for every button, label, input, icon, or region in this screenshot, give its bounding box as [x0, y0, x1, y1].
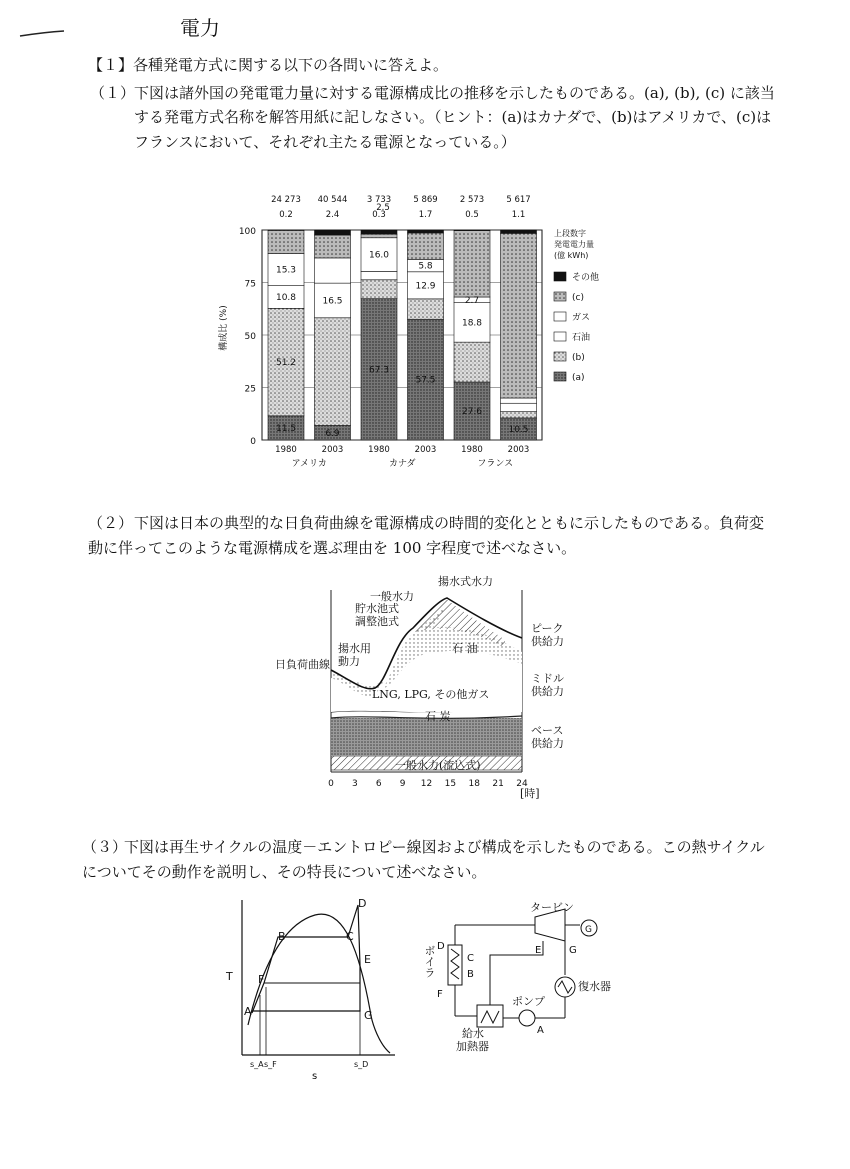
legend-label: ガス: [572, 313, 591, 323]
x-tick-label: 24: [516, 779, 528, 789]
bar-segment: [454, 230, 490, 231]
bar-segment: [501, 398, 537, 403]
legend-label: (b): [572, 353, 585, 363]
bar-total-label: 5 617: [506, 195, 531, 205]
legend-label: 石油: [572, 333, 591, 343]
ts-s-a: s_A: [250, 1060, 264, 1069]
label-reservoir: 貯水池式: [355, 602, 399, 615]
q1-line2: する発電方式名称を解答用紙に記しなさい。（ヒント：(a)はカナダで、(b)はアメリカで、(c)は: [134, 108, 772, 126]
value-label: 27.6: [461, 407, 483, 418]
x-tick-label: 21: [492, 779, 504, 789]
legend-label: (c): [572, 293, 584, 303]
bar-top-label: 0.2: [279, 210, 293, 220]
x-tick-label: 1980: [461, 445, 483, 455]
node-b: B: [467, 969, 474, 980]
value-label: 18.8: [461, 318, 483, 329]
x-tick-label: 9: [399, 779, 406, 789]
bar-top-label: 1.7: [418, 210, 433, 220]
bar-segment: [501, 412, 537, 418]
y-tick-label: 50: [244, 332, 256, 342]
ts-point-b: B: [278, 930, 286, 943]
bar-total-label: 24 273: [271, 195, 301, 205]
bar-segment: [501, 403, 537, 411]
heater-label: 給水: [462, 1027, 484, 1040]
q1-line1: 下図は諸外国の発電電力量に対する電源構成比の推移を示したものである。(a), (b), (c) に該当: [134, 84, 775, 102]
x-tick-label: 18: [468, 779, 480, 789]
bar-top-label: 0.3: [372, 210, 386, 220]
q1-line3: フランスにおいて、それぞれ主たる電源となっている。）: [134, 133, 516, 151]
label-middle-1: ミドル: [531, 672, 564, 685]
cycle-diagram: [415, 895, 615, 1045]
label-base-1: ベース: [531, 724, 564, 737]
bar-top-label: 2.4: [325, 210, 340, 220]
q3-line1: 下図は再生サイクルの温度－エントロピー線図および構成を示したものである。この熱サイクル: [124, 838, 765, 856]
x-tick-label: 2003: [321, 445, 344, 455]
label-base-2: 供給力: [531, 737, 564, 750]
value-label: 16.5: [322, 296, 343, 307]
x-tick-label: 6: [375, 779, 382, 789]
x-tick-label: 2003: [507, 445, 530, 455]
node-f: F: [437, 989, 443, 1000]
bar-total-label: 40 544: [317, 195, 348, 205]
value-label: 67.3: [368, 365, 390, 376]
legend-swatch: [554, 332, 566, 341]
value-label: 15.3: [275, 265, 297, 276]
label-peak-2: 供給力: [531, 635, 564, 648]
node-d: D: [437, 941, 445, 952]
boiler-label: ボイラ: [423, 945, 436, 978]
legend-swatch: [554, 352, 566, 361]
group-label: フランス: [477, 459, 514, 469]
bar-segment: [501, 230, 537, 233]
label-peak-1: ピーク: [531, 622, 564, 635]
y-axis-label: 構成比 (%): [219, 305, 229, 351]
condenser-label: 復水器: [578, 980, 611, 993]
ts-diagram: [220, 895, 400, 1085]
value-label: 12.9: [415, 281, 436, 292]
ts-point-g: G: [364, 1009, 373, 1022]
y-tick-label: 0: [250, 437, 256, 447]
legend-label: その他: [572, 273, 600, 283]
label-lng: LNG, LPG, その他ガス: [372, 688, 490, 701]
x-unit: [時]: [520, 787, 540, 800]
pump-label: ポンプ: [512, 995, 545, 1008]
label-run-of-river: 一般水力(流込式): [395, 759, 481, 772]
bar-segment: [454, 231, 490, 297]
bar-total-label: 2 573: [459, 195, 485, 205]
legend-swatch: [554, 272, 566, 281]
value-label: 16.0: [368, 250, 390, 261]
bar-segment: [361, 280, 397, 299]
x-tick-label: 0: [328, 779, 334, 789]
q2-number: （２）: [88, 514, 134, 532]
x-tick-label: 2003: [414, 445, 437, 455]
value-label: 2.7: [464, 295, 480, 306]
value-label: 11.5: [275, 423, 297, 434]
y-tick-label: 100: [238, 227, 256, 237]
ts-axis-s: s: [312, 1071, 318, 1082]
bar-top-label: 0.5: [465, 210, 479, 220]
legend-swatch: [554, 312, 566, 321]
legend-title: 発電電力量: [554, 240, 594, 249]
bar-segment: [315, 235, 351, 258]
x-tick-label: 15: [444, 779, 457, 789]
node-e: E: [535, 945, 542, 956]
label-pumping-power2: 動力: [338, 655, 360, 668]
label-general-hydro: 一般水力: [370, 590, 414, 603]
bar-segment: [315, 230, 351, 235]
ts-point-c: C: [346, 930, 354, 943]
extra-label: 2.5: [376, 203, 390, 213]
legend-title: (億 kWh): [554, 251, 589, 260]
q3-line2: についてその動作を説明し、その特長について述べなさい。: [82, 863, 487, 881]
x-tick-label: 1980: [275, 445, 297, 455]
label-coal: 石 炭: [425, 710, 451, 723]
bar-segment: [315, 258, 351, 283]
label-daily-load: 日負荷曲線: [275, 658, 330, 671]
ts-axis-t: T: [226, 970, 233, 983]
handwritten-dash: [18, 28, 68, 40]
label-middle-2: 供給力: [531, 685, 564, 698]
y-tick-label: 75: [244, 279, 256, 290]
ts-point-a: A: [244, 1005, 252, 1018]
bar-total-label: 3 733: [366, 195, 392, 205]
power-mix-chart: [210, 188, 630, 488]
node-a: A: [537, 1025, 544, 1036]
generator-label: G: [585, 925, 592, 935]
legend-swatch: [554, 372, 566, 381]
value-label: 57.5: [415, 375, 436, 386]
bar-total-label: 5 869: [413, 195, 438, 205]
handwritten-mark: 電力: [180, 16, 220, 40]
bar-segment: [315, 318, 351, 426]
node-g: G: [569, 945, 577, 956]
turbine-label: タービン: [530, 901, 574, 914]
group-label: カナダ: [388, 459, 416, 469]
problem-heading: 【１】各種発電方式に関する以下の各問いに答えよ。: [88, 56, 449, 74]
bar-segment: [408, 233, 444, 260]
bar-segment: [361, 230, 397, 234]
label-regulating: 調整池式: [355, 615, 399, 628]
ts-point-d: D: [358, 897, 367, 910]
value-label: 10.5: [508, 424, 529, 435]
label-pumped-storage: 揚水式水力: [438, 575, 493, 588]
ts-s-d: s_D: [354, 1060, 369, 1069]
bar-segment: [361, 234, 397, 238]
value-label: 6.9: [325, 428, 340, 439]
bar-segment: [361, 271, 397, 279]
x-tick-label: 3: [352, 779, 358, 789]
q2-line1: 下図は日本の典型的な日負荷曲線を電源構成の時間的変化とともに示したものである。負荷変: [134, 514, 765, 532]
heater-label2: 加熱器: [456, 1040, 489, 1053]
legend-title: 上段数字: [554, 229, 586, 238]
bar-segment: [408, 230, 444, 233]
legend-swatch: [554, 292, 566, 301]
node-c: C: [467, 953, 474, 964]
q1-number: （１）: [90, 84, 136, 102]
ts-point-e: E: [364, 953, 371, 966]
ts-s-f: s_F: [264, 1060, 277, 1069]
x-tick-label: 12: [420, 779, 433, 789]
bar-segment: [501, 233, 537, 398]
label-pumping-power: 揚水用: [338, 642, 371, 655]
q2-line2: 動に伴ってこのような電源構成を選ぶ理由を 100 字程度で述べなさい。: [88, 539, 577, 557]
bar-segment: [268, 230, 304, 253]
ts-point-f: F: [258, 973, 265, 986]
bar-top-label: 1.1: [511, 210, 526, 220]
value-label: 5.8: [418, 261, 433, 272]
value-label: 51.2: [275, 358, 297, 369]
y-tick-label: 25: [244, 384, 256, 395]
legend-label: (a): [572, 373, 585, 383]
bar-segment: [454, 342, 490, 382]
group-label: アメリカ: [291, 459, 327, 469]
x-tick-label: 1980: [368, 445, 390, 455]
q3-number: （３）: [82, 838, 128, 856]
value-label: 10.8: [275, 292, 297, 303]
bar-segment: [408, 299, 444, 319]
label-oil: 石 油: [452, 642, 478, 655]
